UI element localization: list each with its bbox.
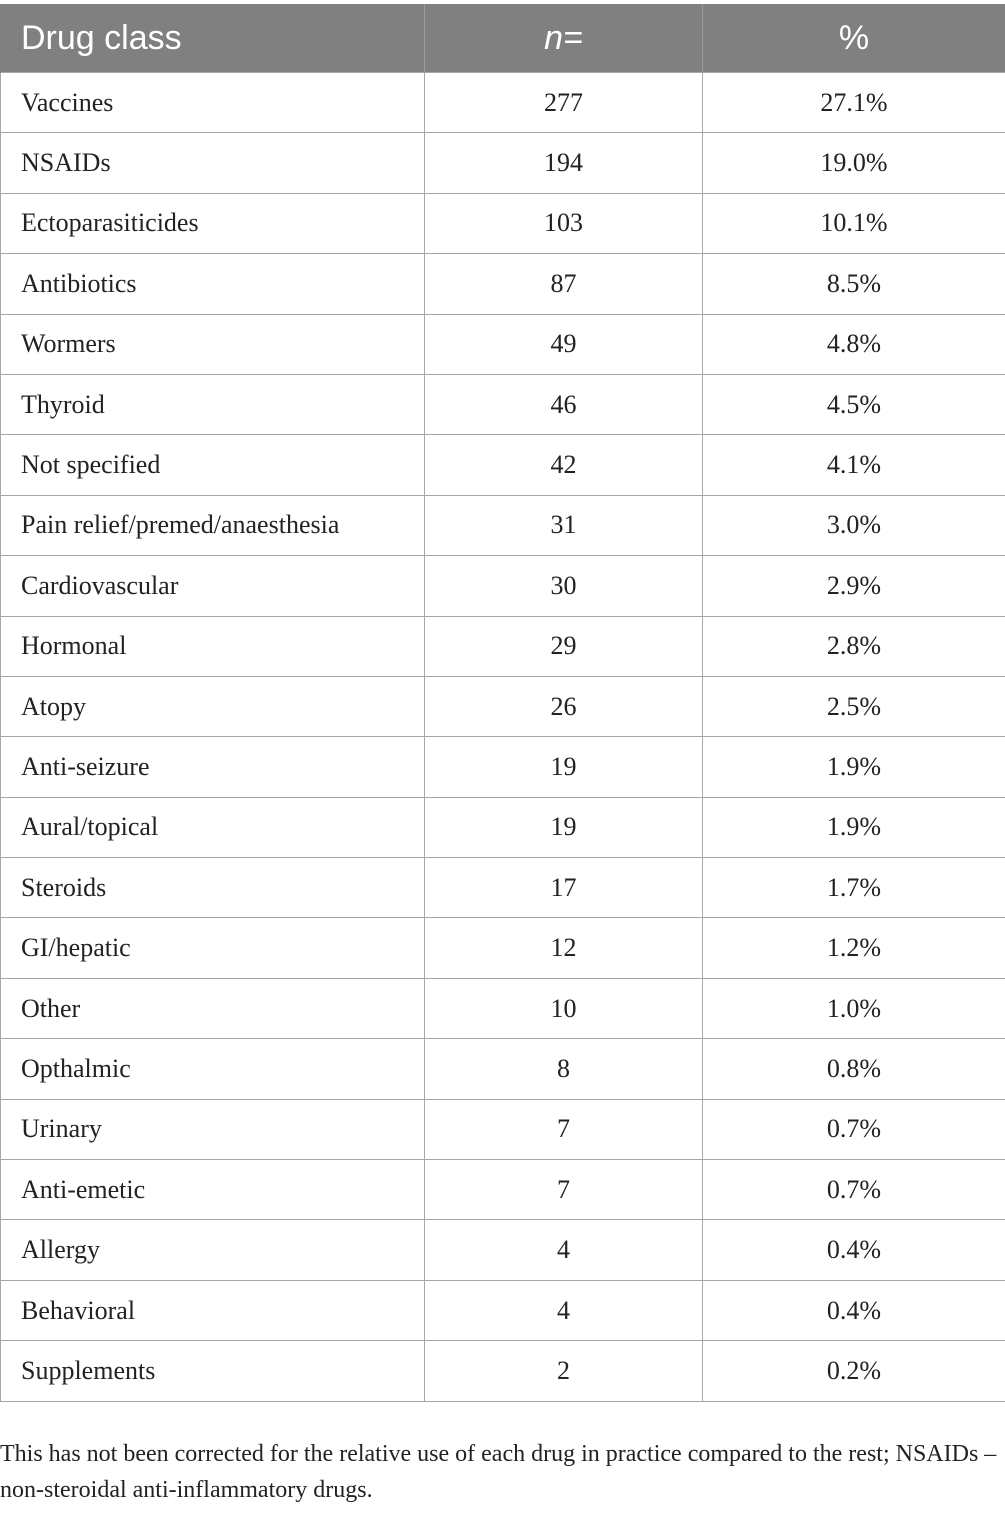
- table-row: [1, 1341, 1005, 1401]
- table-row: [1, 858, 1005, 918]
- percent-cell: 4.5%: [703, 374, 1005, 434]
- drug-class-cell: GI/hepatic: [1, 918, 425, 978]
- percent-cell: 19.0%: [703, 133, 1005, 193]
- drug-class-cell: Wormers: [1, 314, 425, 374]
- percent-cell: 1.9%: [703, 797, 1005, 857]
- count-cell: 8: [425, 1039, 703, 1099]
- drug-class-cell: Pain relief/premed/anaesthesia: [1, 495, 425, 555]
- table-row: [1, 676, 1005, 736]
- count-cell: 7: [425, 1160, 703, 1220]
- count-cell: 4: [425, 1220, 703, 1280]
- header-drug-class: Drug class: [1, 4, 425, 73]
- percent-cell: 27.1%: [703, 73, 1005, 133]
- table-row: [1, 737, 1005, 797]
- header-percent: %: [703, 4, 1005, 73]
- table-footnote: This has not been corrected for the relative use of each drug in practice compared to the rest; NSAIDs – non-steroidal anti-inflammatory drugs.: [0, 1441, 997, 1503]
- table-row: [1, 556, 1005, 616]
- count-cell: 42: [425, 435, 703, 495]
- count-cell: 7: [425, 1099, 703, 1159]
- drug-class-cell: Behavioral: [1, 1280, 425, 1340]
- drug-class-cell: Antibiotics: [1, 254, 425, 314]
- percent-cell: 8.5%: [703, 254, 1005, 314]
- table-row: [1, 1039, 1005, 1099]
- percent-cell: 0.8%: [703, 1039, 1005, 1099]
- count-cell: 26: [425, 676, 703, 736]
- percent-cell: 0.7%: [703, 1160, 1005, 1220]
- table-row: [1, 193, 1005, 253]
- table-row: [1, 1160, 1005, 1220]
- percent-cell: 4.1%: [703, 435, 1005, 495]
- drug-class-cell: Anti-seizure: [1, 737, 425, 797]
- percent-cell: 2.9%: [703, 556, 1005, 616]
- percent-cell: 0.7%: [703, 1099, 1005, 1159]
- drug-class-cell: Not specified: [1, 435, 425, 495]
- table-row: [1, 435, 1005, 495]
- drug-class-cell: Cardiovascular: [1, 556, 425, 616]
- count-cell: 194: [425, 133, 703, 193]
- count-cell: 19: [425, 737, 703, 797]
- table-row: [1, 978, 1005, 1038]
- drug-class-cell: Urinary: [1, 1099, 425, 1159]
- drug-class-table: [0, 4, 1005, 1402]
- drug-class-cell: Other: [1, 978, 425, 1038]
- drug-class-cell: Thyroid: [1, 374, 425, 434]
- percent-cell: 0.2%: [703, 1341, 1005, 1401]
- percent-cell: 1.0%: [703, 978, 1005, 1038]
- count-cell: 2: [425, 1341, 703, 1401]
- percent-cell: 10.1%: [703, 193, 1005, 253]
- percent-cell: 1.9%: [703, 737, 1005, 797]
- percent-cell: 1.2%: [703, 918, 1005, 978]
- table-row: [1, 374, 1005, 434]
- table-row: [1, 133, 1005, 193]
- table-row: [1, 495, 1005, 555]
- count-cell: 19: [425, 797, 703, 857]
- drug-class-cell: Vaccines: [1, 73, 425, 133]
- table-row: [1, 1220, 1005, 1280]
- table-header: [1, 4, 1005, 73]
- drug-class-cell: Atopy: [1, 676, 425, 736]
- percent-cell: 3.0%: [703, 495, 1005, 555]
- table-body: [1, 73, 1005, 1402]
- count-cell: 30: [425, 556, 703, 616]
- count-cell: 4: [425, 1280, 703, 1340]
- drug-class-cell: Allergy: [1, 1220, 425, 1280]
- header-n: n=: [425, 4, 703, 73]
- drug-class-cell: Ectoparasiticides: [1, 193, 425, 253]
- percent-cell: 1.7%: [703, 858, 1005, 918]
- count-cell: 10: [425, 978, 703, 1038]
- table-row: [1, 1099, 1005, 1159]
- count-cell: 46: [425, 374, 703, 434]
- drug-class-cell: Hormonal: [1, 616, 425, 676]
- percent-cell: 2.8%: [703, 616, 1005, 676]
- count-cell: 12: [425, 918, 703, 978]
- count-cell: 17: [425, 858, 703, 918]
- count-cell: 277: [425, 73, 703, 133]
- count-cell: 49: [425, 314, 703, 374]
- table-row: [1, 918, 1005, 978]
- table-row: [1, 314, 1005, 374]
- drug-class-cell: NSAIDs: [1, 133, 425, 193]
- table-row: [1, 73, 1005, 133]
- drug-class-table-container: [0, 4, 1005, 1402]
- table-row: [1, 797, 1005, 857]
- percent-cell: 0.4%: [703, 1220, 1005, 1280]
- count-cell: 87: [425, 254, 703, 314]
- count-cell: 31: [425, 495, 703, 555]
- table-row: [1, 616, 1005, 676]
- table-row: [1, 254, 1005, 314]
- count-cell: 29: [425, 616, 703, 676]
- percent-cell: 0.4%: [703, 1280, 1005, 1340]
- count-cell: 103: [425, 193, 703, 253]
- drug-class-cell: Opthalmic: [1, 1039, 425, 1099]
- percent-cell: 2.5%: [703, 676, 1005, 736]
- drug-class-cell: Aural/topical: [1, 797, 425, 857]
- table-row: [1, 1280, 1005, 1340]
- percent-cell: 4.8%: [703, 314, 1005, 374]
- header-row: [1, 4, 1005, 73]
- drug-class-cell: Anti-emetic: [1, 1160, 425, 1220]
- drug-class-cell: Steroids: [1, 858, 425, 918]
- drug-class-cell: Supplements: [1, 1341, 425, 1401]
